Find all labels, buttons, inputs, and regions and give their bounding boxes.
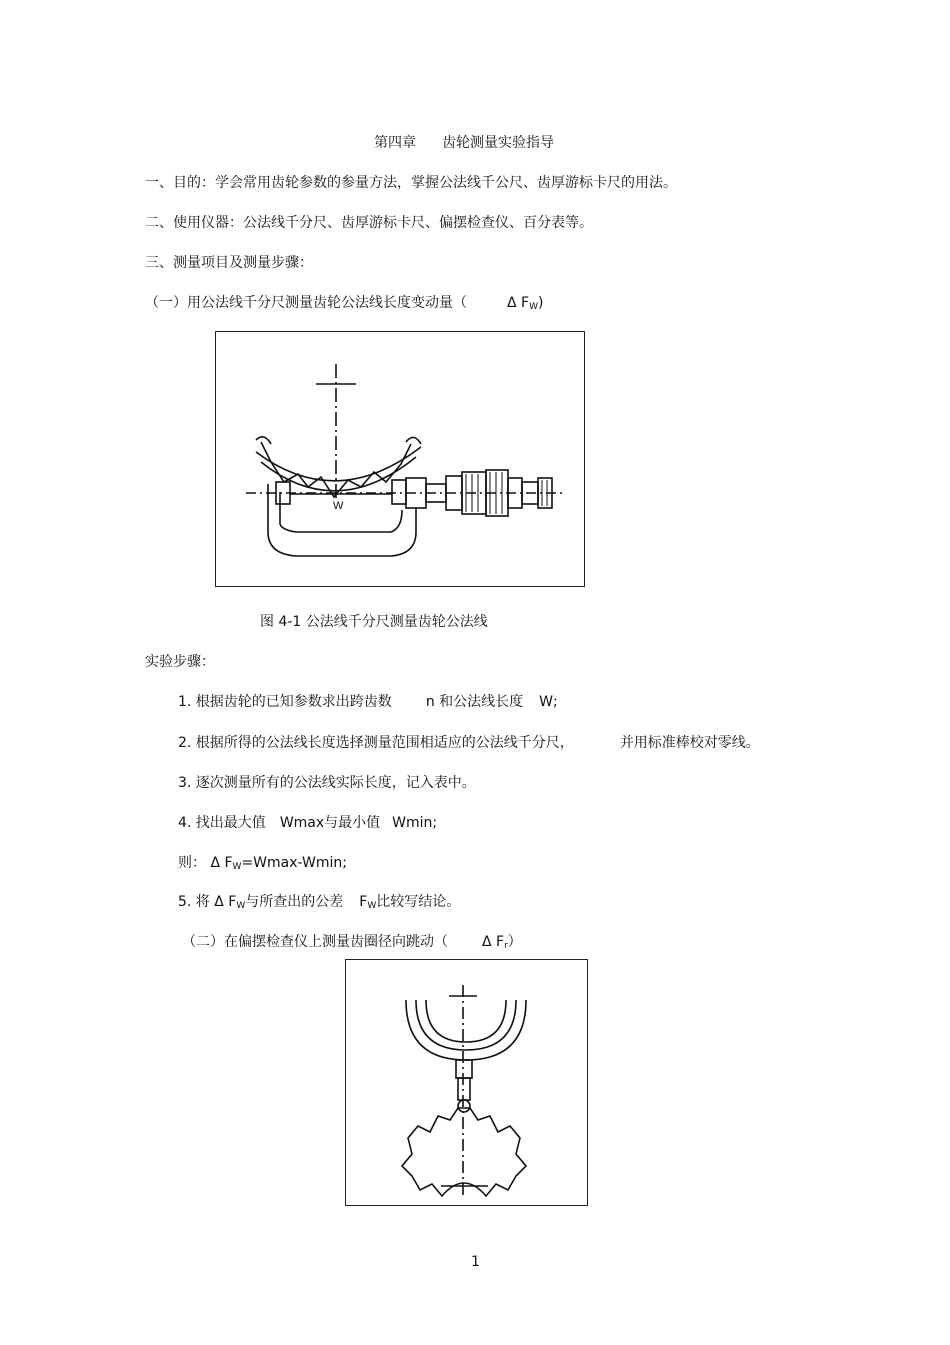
right-anvil: [392, 480, 406, 504]
part1-heading: [145, 294, 543, 316]
step-2-text-a: 2. 根据所得的公法线长度选择测量范围相适应的公法线千分尺，: [178, 735, 574, 751]
formula-line: [178, 854, 347, 876]
dial-inner-arc: [426, 1000, 506, 1042]
part2-heading-end: ）: [507, 934, 522, 950]
step-3: 3. 逐次测量所有的公法线实际长度，记入表中。: [178, 775, 476, 791]
chapter-number: 第四章: [374, 135, 416, 151]
part2-heading: [182, 933, 522, 955]
part2-heading-sub: r: [504, 941, 508, 951]
micrometer-frame-inner: [280, 492, 402, 532]
part1-heading-sub: W: [529, 302, 538, 312]
step-1: [178, 693, 558, 711]
step-5-sub-1: W: [236, 901, 246, 911]
step-2: [178, 734, 760, 752]
gear-outline: [402, 1108, 526, 1196]
step-4-text-c: Wmin;: [392, 815, 438, 831]
step-4-text-a: 4. 找出最大值: [178, 815, 266, 831]
step-4: [178, 814, 437, 832]
part2-heading-symbol: Δ F: [482, 934, 505, 950]
section-purpose: 一、目的：学会常用齿轮参数的参量方法，掌握公法线千公尺、齿厚游标卡尺的用法。: [145, 175, 677, 191]
figure-runout-tester: [345, 959, 588, 1206]
formula-text-a: 则： Δ F: [178, 855, 233, 871]
section-instruments: 二、使用仪器：公法线千分尺、齿厚游标卡尺、偏摆检查仪、百分表等。: [145, 215, 593, 231]
formula-text-b: =Wmax-Wmin;: [241, 855, 347, 871]
gear-tooth-right: [406, 437, 421, 444]
section-items: 三、测量项目及测量步骤：: [145, 255, 313, 271]
step-5-text-c: F: [359, 894, 368, 910]
step-4-text-b: Wmax与最小值: [279, 815, 381, 831]
step-1-text-a: 1. 根据齿轮的已知参数求出跨齿数: [178, 694, 392, 710]
page-title: [374, 134, 554, 152]
steps-label: 实验步骤：: [145, 654, 215, 670]
formula-sub: W: [232, 862, 242, 872]
step-5-sub-2: W: [367, 901, 377, 911]
w-label: W: [333, 500, 344, 512]
part2-heading-text: （二）在偏摆检查仪上测量齿圈径向跳动（: [182, 934, 448, 950]
dial-outer-arc: [406, 1000, 526, 1060]
chapter-title: 齿轮测量实验指导: [442, 135, 554, 151]
gauge-stem-lower: [458, 1078, 470, 1100]
step-5-text-a: 5. 将 Δ F: [178, 894, 237, 910]
step-5: [178, 893, 460, 915]
part1-heading-text: （一）用公法线千分尺测量齿轮公法线长度变动量（: [145, 295, 467, 311]
runout-drawing: [346, 960, 589, 1207]
gauge-stem-upper: [456, 1060, 472, 1078]
figure-micrometer: [215, 331, 585, 587]
figure1-caption: 图 4-1 公法线千分尺测量齿轮公法线: [260, 614, 488, 630]
step-1-text-c: W;: [539, 694, 558, 710]
step-5-text-b: 与所查出的公差: [245, 894, 344, 910]
part1-heading-symbol: Δ F: [507, 295, 530, 311]
part1-heading-end: ): [538, 295, 544, 311]
step-2-text-b: 并用标准棒校对零线。: [619, 735, 760, 751]
step-1-text-b: n 和公法线长度: [425, 694, 524, 710]
page-number: 1: [471, 1254, 480, 1270]
micrometer-drawing: [216, 332, 586, 588]
step-5-text-d: 比较写结论。: [376, 894, 461, 910]
gear-tooth-left: [256, 437, 271, 444]
gauge-ball-tip: [458, 1100, 470, 1112]
